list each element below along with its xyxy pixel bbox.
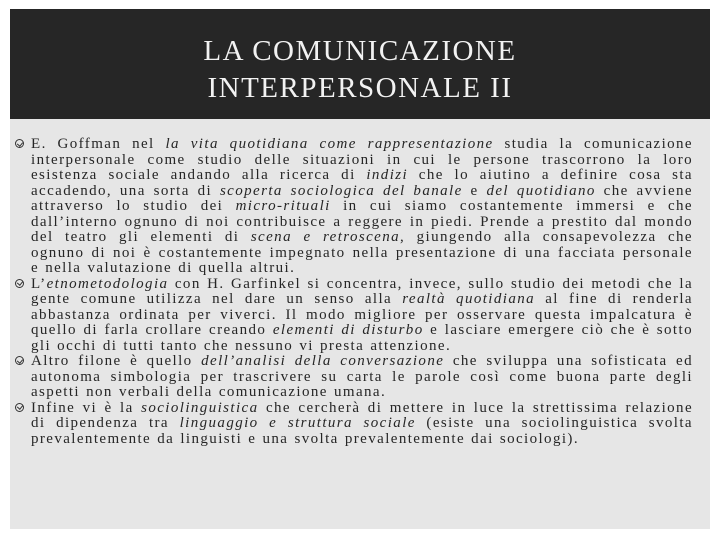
bullet-text xyxy=(31,354,693,401)
bullet-italic-text: linguaggio e struttura sociale xyxy=(179,415,416,431)
check-circle-bullet-icon xyxy=(15,279,24,288)
bullet-text xyxy=(31,277,693,355)
slide-title xyxy=(10,33,710,107)
bullet-italic-text: scena e retroscena xyxy=(250,229,401,245)
bullet-italic-text: indizi xyxy=(366,167,409,183)
bullet-plain-text: con H. Garfinkel si concentra, invece, sullo studio dei metodi che la gente comune utilizza nel dare un senso alla xyxy=(31,275,693,307)
bullet-plain-text: in cui siamo costantemente immersi e che dall’interno ognuno di noi contribuisce a reggere in piedi. Prende a prestito dal mondo del teatro gli elementi di xyxy=(31,198,693,245)
check-circle-bullet-icon xyxy=(15,356,24,365)
bullet-plain-text: che lo aiutino a definire cosa sta accadendo, una sorta di xyxy=(31,167,693,199)
bullet-italic-text: dell’analisi della conversazione xyxy=(201,353,445,369)
bullet-list xyxy=(15,137,693,447)
bullet-goffman xyxy=(15,137,693,277)
bullet-plain-text: al fine di renderla abbastanza ordinata per viverci. Il modo migliore per osservare questa impalcatura è quello di farla crollare creando xyxy=(31,291,693,338)
bullet-sociolinguistica xyxy=(15,401,693,448)
bullet-plain-text: Infine vi è la xyxy=(31,399,142,416)
bullet-plain-text: Altro filone è quello xyxy=(31,353,202,369)
slide-title-line-1: LA COMUNICAZIONE xyxy=(203,35,517,67)
slide-title-line-2: INTERPERSONALE II xyxy=(207,72,513,104)
bullet-italic-text: scoperta sociologica del banale xyxy=(219,182,463,199)
bullet-etnometodologia xyxy=(15,277,693,355)
bullet-plain-text: E. Goffman nel xyxy=(31,136,166,152)
bullet-italic-text: etnometodologia xyxy=(46,275,169,292)
slide xyxy=(10,9,710,529)
bullet-italic-text: elementi di disturbo xyxy=(272,322,424,338)
bullet-plain-text: L’ xyxy=(31,275,47,292)
bullet-plain-text: che cercherà di mettere in luce la strettissima relazione di dipendenza tra xyxy=(31,399,694,431)
check-circle-bullet-icon xyxy=(15,403,24,412)
bullet-italic-text: micro-rituali xyxy=(235,198,331,214)
bullet-plain-text: , giungendo alla consapevolezza che ognuno di noi è costantemente impegnato nella presentazione di una facciata personale e nella valutazione di quella altrui. xyxy=(31,229,693,276)
bullet-italic-text: del quotidiano xyxy=(486,182,596,199)
bullet-text xyxy=(31,401,693,448)
bullet-italic-text: la vita quotidiana come rappresentazione xyxy=(165,136,494,152)
bullet-plain-text: studia la comunicazione interpersonale come studio delle situazioni in cui le persone trascorrono la loro esistenza sociale andando alla ricerca di xyxy=(31,136,693,183)
bullet-plain-text: e lasciare emergere ciò che è sotto gli occhi di tutti tanto che nessuno vi presta attenzione. xyxy=(31,322,693,354)
bullet-plain-text: e xyxy=(462,182,487,199)
bullet-plain-text: che sviluppa una sofisticata ed autonoma simbologia per trascrivere su carta le parole così come buona parte degli aspetti non verbali della comunicazione umana. xyxy=(31,353,693,400)
check-circle-bullet-icon xyxy=(15,139,24,148)
bullet-plain-text: che avviene attraverso lo studio dei xyxy=(31,182,693,214)
bullet-analisi-conversazione xyxy=(15,354,693,401)
bullet-text xyxy=(31,137,693,277)
bullet-italic-text: sociolinguistica xyxy=(141,399,259,416)
bullet-plain-text: (esiste una sociolinguistica svolta prevalentemente da linguisti e una svolta prevalentemente dai sociologi). xyxy=(31,415,693,447)
bullet-italic-text: realtà quotidiana xyxy=(402,291,536,307)
title-band xyxy=(10,9,710,119)
